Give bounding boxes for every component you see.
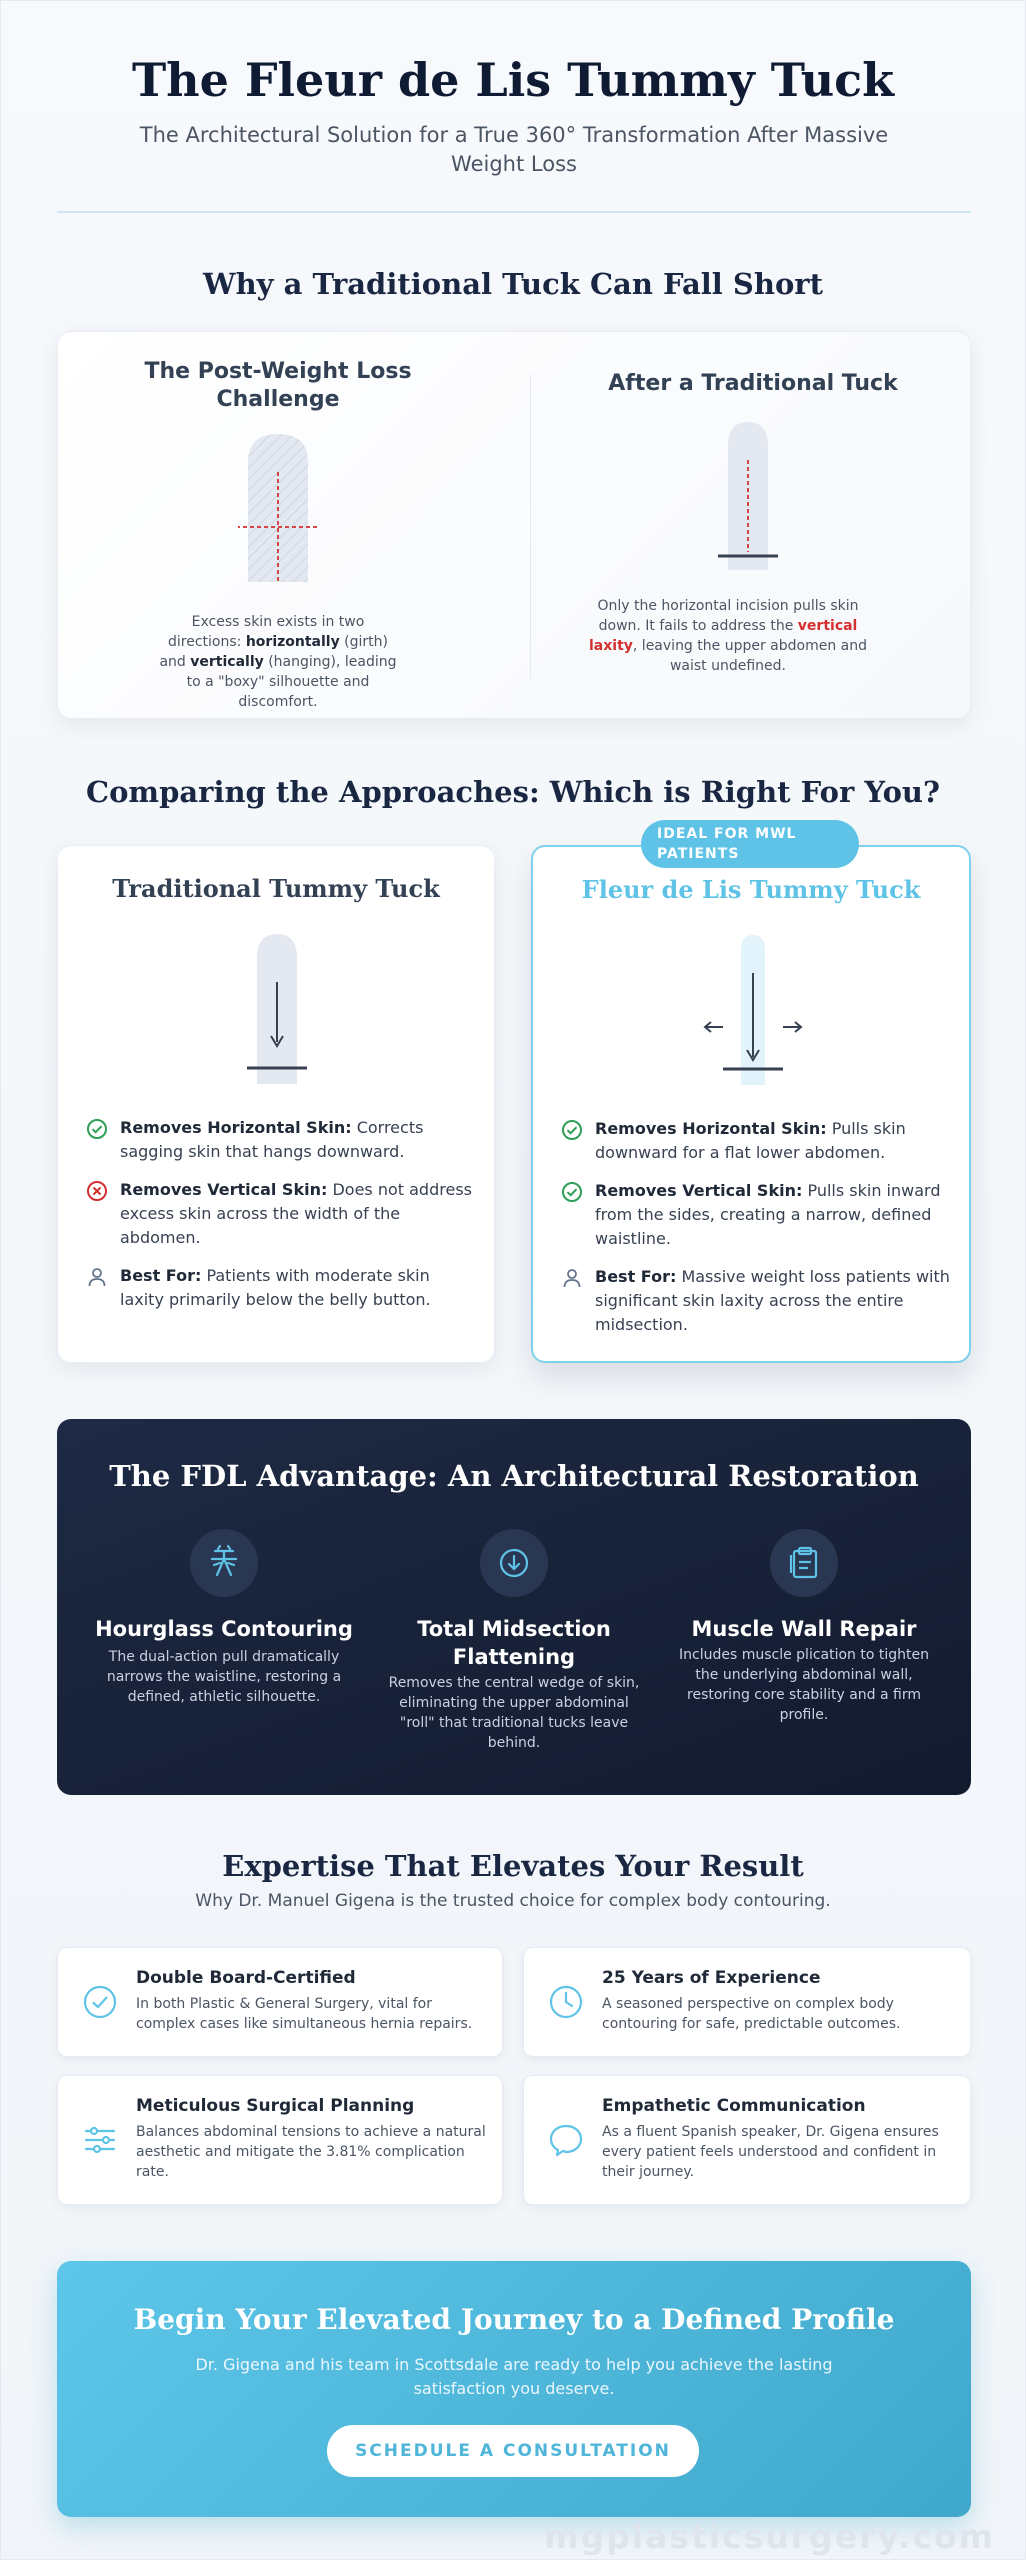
traditional-item-text [120,1178,476,1250]
fdl-item-horizontal [561,1117,951,1165]
fdl-tuck-illustration [703,933,803,1093]
sagging-torso-illustration [238,432,318,592]
header-divider [57,211,971,213]
schedule-consultation-button[interactable]: SCHEDULE A CONSULTATION [327,2425,699,2477]
arrow-down-circle-icon [480,1529,548,1597]
traditional-item-text [120,1116,476,1164]
traditional-result-illustration [708,420,788,580]
advantage-icon-bg-3 [770,1529,838,1597]
item-text: Massive weight loss patients with significant skin laxity across the entire midsection. [595,1267,950,1334]
expertise-subheading: Why Dr. Manuel Gigena is the trusted choice for complex body contouring. [195,1891,831,1911]
user-icon [86,1266,108,1288]
fdl-card-title: Fleur de Lis Tummy Tuck [581,875,921,904]
traditional-item-horizontal [86,1116,476,1164]
sliders-icon [80,2120,120,2160]
traditional-desc-text-2: , leaving the upper abdomen and waist undefined. [632,638,867,674]
site-watermark: mgplasticsurgery.com [544,2517,995,2556]
challenge-desc-text-1: Excess skin exists in two directions: [168,614,365,650]
challenge-desc-text-2: (girth) and [159,634,388,670]
expertise-desc: A seasoned perspective on complex body contouring for safe, predictable outcomes. [602,1996,901,2032]
problem-divider [530,374,531,678]
hourglass-figure-icon [190,1529,258,1597]
page-title: The Fleur de Lis Tummy Tuck [131,53,895,107]
cta-heading: Begin Your Elevated Journey to a Defined Profile [133,2303,895,2336]
traditional-item-best-for [86,1264,476,1312]
item-label: Best For: [120,1266,202,1285]
compare-heading: Comparing the Approaches: Which is Right For You? [86,775,940,809]
challenge-description [158,612,398,712]
item-text: Pulls skin downward for a flat lower abdomen. [595,1119,906,1162]
fdl-item-best-for [561,1265,951,1337]
cta-text: Dr. Gigena and his team in Scottsdale are ready to help you achieve the lasting satisfaction you deserve. [195,2355,833,2398]
traditional-desc-text-1: Only the horizontal incision pulls skin down. It fails to address the [597,598,859,634]
fdl-item-text [595,1179,951,1251]
x-circle-icon [86,1180,108,1202]
problem-heading: Why a Traditional Tuck Can Fall Short [203,267,823,301]
traditional-desc-highlight: vertical laxity [589,618,858,654]
fdl-card [531,845,971,1363]
page-subtitle: The Architectural Solution for a True 360° Transformation After Massive Weight Loss [139,123,889,176]
item-text: Pulls skin inward from the sides, creating a narrow, defined waistline. [595,1181,941,1248]
traditional-card [57,845,495,1363]
expertise-title: Double Board-Certified [136,1968,356,1988]
fdl-item-text [595,1265,951,1337]
expertise-title: Empathetic Communication [602,2096,866,2116]
challenge-desc-text-3: (hanging), leading to a "boxy" silhouette and discomfort. [186,654,397,710]
advantage-desc-3: Includes muscle plication to tighten the underlying abdominal wall, restoring core stability and a firm profile. [679,1647,929,1723]
expertise-card-communication [523,2075,971,2205]
challenge-desc-bold-2: vertically [190,654,264,670]
advantage-panel [57,1419,971,1795]
check-circle-icon [561,1181,583,1203]
speech-bubble-icon [546,2120,586,2160]
advantage-desc-1: The dual-action pull dramatically narrows the waistline, restoring a defined, athletic silhouette. [106,1649,342,1705]
check-circle-icon [561,1119,583,1141]
expertise-heading: Expertise That Elevates Your Result [222,1849,804,1883]
advantage-title-3: Muscle Wall Repair [691,1617,917,1641]
fdl-item-text [595,1117,951,1165]
item-text: Corrects sagging skin that hangs downward. [120,1118,424,1161]
check-circle-icon [80,1982,120,2022]
traditional-result-title: After a Traditional Tuck [608,371,898,396]
advantage-icon-bg-2 [480,1529,548,1597]
challenge-desc-bold-1: horizontally [245,634,340,650]
advantage-desc-2: Removes the central wedge of skin, eliminating the upper abdominal "roll" that traditional tucks leave behind. [388,1675,640,1751]
item-text: Does not address excess skin across the width of the abdomen. [120,1180,472,1247]
ideal-badge: IDEAL FOR MWL PATIENTS [641,820,859,868]
expertise-title: Meticulous Surgical Planning [136,2096,415,2116]
fdl-item-vertical [561,1179,951,1251]
advantage-title-1: Hourglass Contouring [95,1617,353,1641]
traditional-item-vertical [86,1178,476,1250]
traditional-item-text [120,1264,476,1312]
check-circle-icon [86,1118,108,1140]
expertise-desc: Balances abdominal tensions to achieve a natural aesthetic and mitigate the 3.81% complication rate. [136,2124,486,2180]
item-label: Best For: [595,1267,677,1286]
item-label: Removes Horizontal Skin: [120,1118,352,1137]
advantage-title-2: Total Midsection Flattening [417,1617,611,1669]
item-label: Removes Vertical Skin: [120,1180,328,1199]
cta-panel [57,2261,971,2517]
expertise-title: 25 Years of Experience [602,1968,821,1988]
item-label: Removes Horizontal Skin: [595,1119,827,1138]
user-icon [561,1267,583,1289]
expertise-desc: As a fluent Spanish speaker, Dr. Gigena ensures every patient feels understood and confident in their journey. [602,2124,939,2180]
item-text: Patients with moderate skin laxity primarily below the belly button. [120,1266,431,1309]
traditional-tuck-illustration [237,932,317,1092]
expertise-card-board-certified [57,1947,503,2057]
clock-icon [546,1982,586,2022]
traditional-result-description [588,596,868,676]
expertise-card-planning [57,2075,503,2205]
item-label: Removes Vertical Skin: [595,1181,803,1200]
traditional-card-title: Traditional Tummy Tuck [112,874,440,903]
expertise-card-experience [523,1947,971,2057]
challenge-title: The Post-Weight Loss Challenge [144,359,412,412]
problem-card [57,331,971,719]
advantage-icon-bg-1 [190,1529,258,1597]
advantage-heading: The FDL Advantage: An Architectural Restoration [109,1459,919,1493]
clipboard-icon [770,1529,838,1597]
expertise-desc: In both Plastic & General Surgery, vital for complex cases like simultaneous hernia repairs. [136,1996,473,2032]
